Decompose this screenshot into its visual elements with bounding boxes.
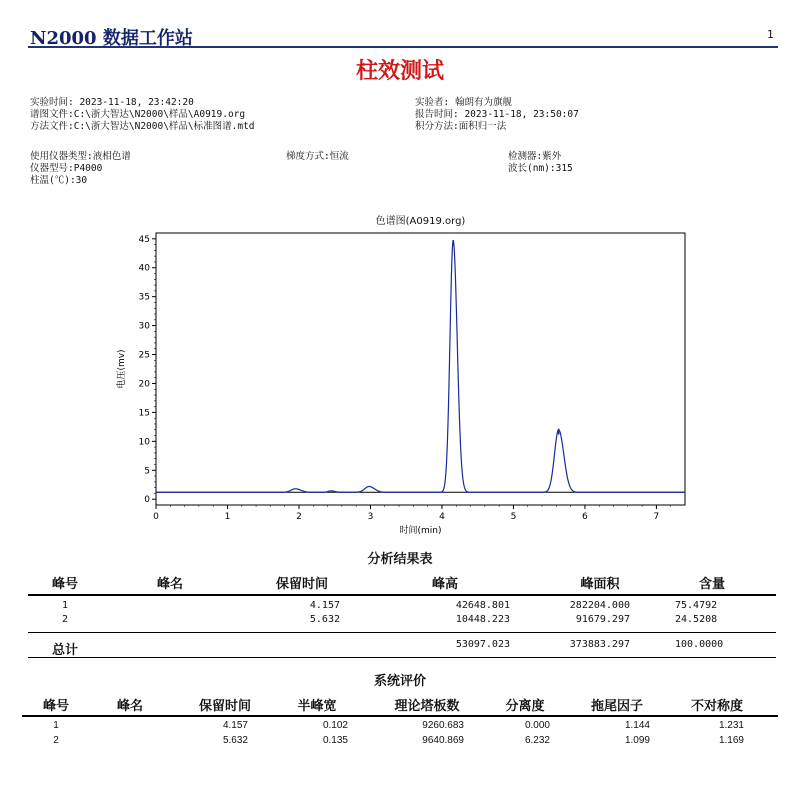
method-file: 方法文件:C:\浙大智达\N2000\样品\标准图谱.mtd [30,121,255,132]
results-cell: 2 [61,614,69,625]
report-time: 报告时间: 2023-11-18, 23:50:07 [415,109,579,120]
results-cell: 282204.000 [569,600,630,611]
gradient-info [286,151,349,163]
evaluation-cell: 9640.869 [422,735,464,746]
column-temp: 柱温(℃):30 [30,175,88,186]
evaluation-cell: 0.135 [322,735,348,746]
integration-method: 积分方法:面积归一法 [415,121,507,132]
results-title: 分析结果表 [367,552,433,567]
evaluation-cell: 9260.683 [422,720,464,731]
x-tick-label: 0 [153,512,159,522]
plot-frame [156,233,685,505]
x-tick-label: 6 [582,512,588,522]
x-tick-label: 5 [510,512,517,522]
results-cell: 1 [61,600,69,611]
evaluation-title: 系统评价 [373,674,426,689]
evaluation-header-rule [22,715,778,717]
y-tick-label: 10 [138,437,150,448]
header-divider [28,46,778,48]
results-cell: 5.632 [309,614,340,625]
detector-info [508,151,573,175]
y-tick-label: 35 [138,292,150,303]
results-cell: 91679.297 [575,614,630,625]
report-title: 柱效测试 [355,59,444,84]
y-tick-label: 15 [138,408,150,419]
y-tick-label: 40 [138,263,150,274]
evaluation-cell: 1.144 [624,720,650,731]
x-tick-label: 3 [367,512,374,522]
results-header-cell: 峰号 [51,577,78,592]
results-cell: 42648.801 [455,600,510,611]
instrument-type: 使用仪器类型:液相色谱 [30,151,131,162]
x-tick-label: 1 [224,512,231,522]
evaluation-cell: 2 [53,735,59,746]
evaluation-header-cell: 峰号 [42,699,69,714]
evaluation-cell: 1.231 [718,720,744,731]
results-header-cell: 含量 [698,577,725,592]
evaluation-cell: 4.157 [222,720,248,731]
chrom-file: 谱图文件:C:\浙大智达\N2000\样品\A0919.org [30,109,246,120]
signal-trace [156,241,685,492]
gradient-mode: 梯度方式:恒流 [286,151,349,162]
evaluation-cell: 0.000 [524,720,550,731]
x-tick-label: 2 [296,512,302,522]
evaluation-header-cell: 不对称度 [690,699,743,714]
x-axis-label: 时间(min) [399,526,442,535]
results-cell: 4.157 [309,600,340,611]
page-number: 1 [767,28,774,41]
results-total-cell: 100.0000 [675,639,724,650]
results-total-label: 总计 [51,643,78,658]
y-tick-label: 30 [138,321,150,332]
results-bottom-rule [28,657,776,658]
y-tick-label: 0 [144,495,150,506]
experimenter: 实验者: 翰朗有为旗舰 [415,97,512,108]
x-tick-label: 4 [439,512,445,522]
results-header-rule [28,594,776,596]
evaluation-cell: 6.232 [524,735,550,746]
detector: 检测器:紫外 [508,151,562,162]
info-left [30,97,255,133]
app-title: N2000 数据工作站 [30,28,193,49]
evaluation-cell: 1.099 [624,735,650,746]
exp-time: 实验时间: 2023-11-18, 23:42:20 [30,97,194,108]
results-header-cell: 保留时间 [275,577,328,592]
evaluation-header-cell: 半峰宽 [297,699,337,714]
results-header-cell: 峰高 [431,577,458,592]
evaluation-cell: 5.632 [222,735,248,746]
y-axis-label: 电压(mv) [117,349,127,389]
x-tick-label: 7 [653,512,660,522]
evaluation-cell: 0.102 [322,720,348,731]
evaluation-cell: 1 [53,720,59,731]
results-cell: 24.5208 [675,614,718,625]
evaluation-header-cell: 峰名 [116,699,143,714]
results-header-cell: 峰名 [156,577,183,592]
evaluation-header-cell: 保留时间 [198,699,251,714]
evaluation-header-cell: 理论塔板数 [394,699,460,714]
info-right [415,97,579,133]
results-total-rule [28,632,776,633]
instrument-model: 仪器型号:P4000 [30,163,103,174]
y-tick-label: 25 [138,350,150,361]
y-tick-label: 45 [138,234,150,245]
y-tick-label: 20 [138,379,150,390]
evaluation-cell: 1.169 [718,735,744,746]
results-cell: 75.4792 [675,600,718,611]
results-total-cell: 373883.297 [569,639,630,650]
wavelength: 波长(nm):315 [508,163,573,174]
instrument-info [30,151,131,187]
evaluation-header-cell: 分离度 [505,699,545,714]
results-total-cell: 53097.023 [455,639,510,650]
chromatogram-chart [110,225,700,535]
results-header-cell: 峰面积 [580,577,620,592]
results-cell: 10448.223 [455,614,510,625]
evaluation-header-cell: 拖尾因子 [590,699,643,714]
chart-title: 色谱图(A0919.org) [375,216,466,227]
y-tick-label: 5 [144,466,150,477]
